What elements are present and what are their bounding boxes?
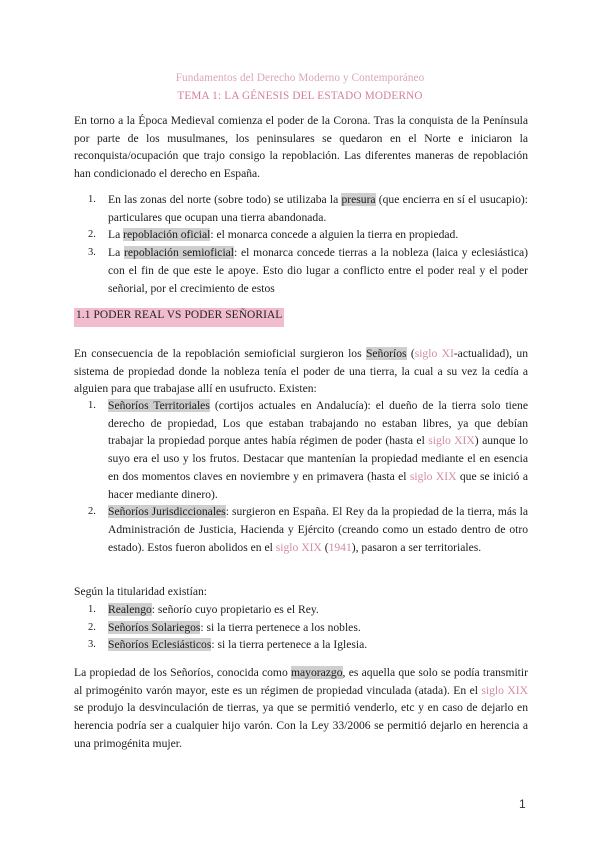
mayorazgo-paragraph: La propiedad de los Señoríos, conocida como mayorazgo, es aquella que solo se podía transmitir al primogénito varón mayor, este es un régimen de propiedad vinculada (atada). En el siglo XIX se produjo la desvinculación de tierras, ya que se permitió venderlo, etc y en caso de dejarlo en herencia podría ser a cualquier hijo varón. Con la Ley 33/2006 se permitió dejarlo en herencia a una primogénita mujer. xyxy=(74,666,528,750)
highlighted-term: repoblación semioficial xyxy=(124,246,235,260)
year-label: 1941 xyxy=(328,540,352,554)
titularidad-list xyxy=(74,601,528,654)
list-item: 3. La repoblación semioficial: el monarca concede tierras a la nobleza (laica y eclesiástica) con el fin de que este le apoye. Esto dio lugar a conflicto entre el poder real y el poder señorial, por el crecimiento de estos xyxy=(88,246,528,295)
century-label: siglo XIX xyxy=(481,683,528,697)
list-number: 2. xyxy=(88,506,96,518)
highlighted-term: Señoríos xyxy=(365,347,407,360)
list-number: 3. xyxy=(88,247,96,259)
highlighted-term: mayorazgo xyxy=(291,666,343,679)
highlighted-term: presura xyxy=(341,193,376,206)
list-number: 1. xyxy=(88,604,96,615)
highlighted-term: Señoríos Jurisdiccionales xyxy=(108,505,226,519)
highlighted-term: Señoríos Territoriales xyxy=(108,399,210,412)
titularidad-intro: Según la titularidad existían: xyxy=(74,585,207,598)
topic-header: TEMA 1: LA GÉNESIS DEL ESTADO MODERNO xyxy=(177,90,423,102)
list-number: 2. xyxy=(88,229,96,241)
page-number: 1 xyxy=(519,797,526,811)
senorios-list xyxy=(74,397,528,556)
century-label: siglo XIX xyxy=(428,434,475,448)
list-item: 2. Señoríos Jurisdiccionales: surgieron en España. El Rey da la propiedad de la tierra, más la Administración de Justicia, Hacienda y Ejército (creando como un estado dentro de otro estado). Estos fueron abolidos en el siglo XIX (1941), pasaron a ser territoriales. xyxy=(88,505,529,554)
list-item: 1. En las zonas del norte (sobre todo) se utilizaba la presura (que encierra en sí el usucapio): particulares que ocupan una tierra abandonada. xyxy=(88,193,528,224)
list-number: 1. xyxy=(88,400,96,411)
highlighted-term: repoblación oficial xyxy=(123,228,211,242)
highlighted-term: Realengo xyxy=(108,603,152,616)
highlighted-term: Señoríos Solariegos xyxy=(108,620,201,634)
highlighted-term: Señoríos Eclesiásticos xyxy=(108,638,212,652)
course-header: Fundamentos del Derecho Moderno y Contemporáneo xyxy=(175,72,425,84)
repoblacion-list xyxy=(74,191,528,297)
century-label: siglo XIX xyxy=(275,540,322,554)
list-number: 1. xyxy=(88,194,96,205)
century-label: siglo XI xyxy=(414,347,454,360)
section-heading: 1.1 PODER REAL VS PODER SEÑORIAL xyxy=(74,308,284,327)
intro-paragraph: En torno a la Época Medieval comienza el poder de la Corona. Tras la conquista de la Península por parte de los musulmanes, los peninsulares se quedaron en el Norte e iniciaron la reconquista/ocupación que trajo consigo la repoblación. Las diferentes maneras de repoblación han condicionado el derecho en España. xyxy=(74,114,528,181)
senorios-paragraph: En consecuencia de la repoblación semioficial surgieron los Señoríos (siglo XI-actualidad), un sistema de propiedad donde la nobleza tenía el poder de una tierra, la cual a su vez la cedía a alguien para que trabajase allí en usufructo. Existen: xyxy=(74,347,528,396)
list-number: 2. xyxy=(88,621,96,633)
list-item: 1. Señoríos Territoriales (cortijos actuales en Andalucía): el dueño de la tierra solo tiene derecho de propiedad, Los que estaban trabajando no estaban libres, ya que debían trabajar la propiedad porque antes había régimen de poder (hasta el siglo XIX) aunque lo suyo era el uso y los frutos. Destacar que mantenían la propiedad mediante el en esencia en dos momentos claves en noviembre y en primavera (hasta el siglo XIX que se inició a hacer mediante dinero). xyxy=(88,399,528,501)
century-label: siglo XIX xyxy=(409,469,457,483)
list-item: 3. Señoríos Eclesiásticos: si la tierra pertenece a la Iglesia. xyxy=(74,636,528,654)
list-item: 1. Realengo: señorío cuyo propietario es el Rey. xyxy=(74,601,528,619)
list-item: 2. Señoríos Solariegos: si la tierra pertenece a los nobles. xyxy=(74,619,528,637)
list-number: 3. xyxy=(88,639,96,651)
list-item: 2. La repoblación oficial: el monarca concede a alguien la tierra en propiedad. xyxy=(74,226,528,244)
